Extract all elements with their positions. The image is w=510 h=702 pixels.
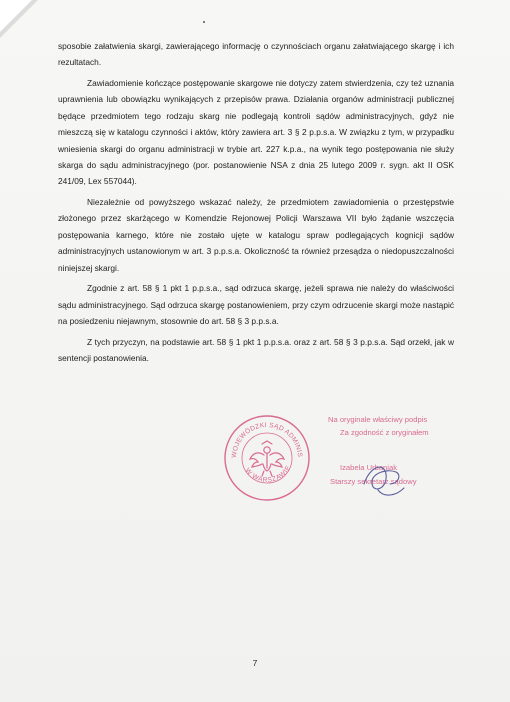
clerk-title: Starszy sekretarz sądowy	[330, 477, 417, 486]
seal-bottom-text: W WARSZAWIE	[243, 464, 293, 484]
paragraph: Zgodnie z art. 58 § 1 pkt 1 p.p.s.a., sąd odrzuca skargę, jeżeli sprawa nie należy do właściwości sądu administracyjnego. Sąd odrzuca skargę postanowieniem, przy czym odrzucenie skargi może nastąpić na posiedzeniu niejawnym, stosownie do art. 58 § 3 p.p.s.a.	[58, 283, 454, 327]
certified-copy-note: Za zgodność z oryginałem	[340, 428, 429, 437]
clerk-name: Izabela Urbaniak	[340, 463, 397, 472]
paragraph: Z tych przyczyn, na podstawie art. 58 § 1 pkt 1 p.p.s.a. oraz z art. 58 § 3 p.p.s.a. Sąd orzekł, jak w sentencji postanowienia.	[58, 336, 454, 364]
paragraph: Niezależnie od powyższego wskazać należy, że przedmiotem zawiadomienia o przestępstwie złożonego przez skarżącego w Komendzie Rejonowej Policji Warszawa VII było żądanie wszczęcia postępowania karnego, które nie zostało ujęte w katalogu spraw podlegających kognicji sądów administracyjnych ustanowionym w art. 3 p.p.s.a. Okoliczność ta również przesądza o niedopuszczalności niniejszej skargi.	[58, 197, 454, 273]
paragraph: sposobie załatwienia skargi, zawierającego informację o czynnościach organu załatwiającego skargę i ich rezultatach.	[58, 41, 454, 68]
justification-text	[58, 38, 454, 371]
ink-speck	[203, 21, 205, 23]
handwritten-signature	[356, 454, 416, 502]
seal-ring-text: WOJEWÓDZKI SĄD ADMINIS	[230, 421, 304, 459]
page-number: 7	[252, 658, 258, 668]
court-seal	[222, 413, 312, 503]
folded-corner-highlight	[0, 0, 32, 32]
svg-text:W WARSZAWIE	[244, 464, 293, 484]
original-signed-note: Na oryginale właściwy podpis	[328, 415, 428, 424]
paragraph: Zawiadomienie kończące postępowanie skargowe nie dotyczy zatem stwierdzenia, czy też uznania uprawnienia lub obowiązku wynikających z przepisów prawa. Działania organów administracji publicznej będące przedmiotem tego rodzaju skarg nie podlegają kontroli sądów administracyjnych, gdyż nie mieszczą się w katalogu czynności i aktów, który zawiera art. 3 § 2 p.p.s.a. W związku z tym, w przypadku wniesienia skargi do organu administracji w trybie art. 227 k.p.a., na wynik tego postępowania nie służy skarga do sądu administracyjnego (por. postanowienie NSA z dnia 25 lutego 2009 r. sygn. akt II OSK 241/09, Lex 557044).	[58, 78, 454, 187]
eagle-emblem-icon	[250, 441, 284, 476]
